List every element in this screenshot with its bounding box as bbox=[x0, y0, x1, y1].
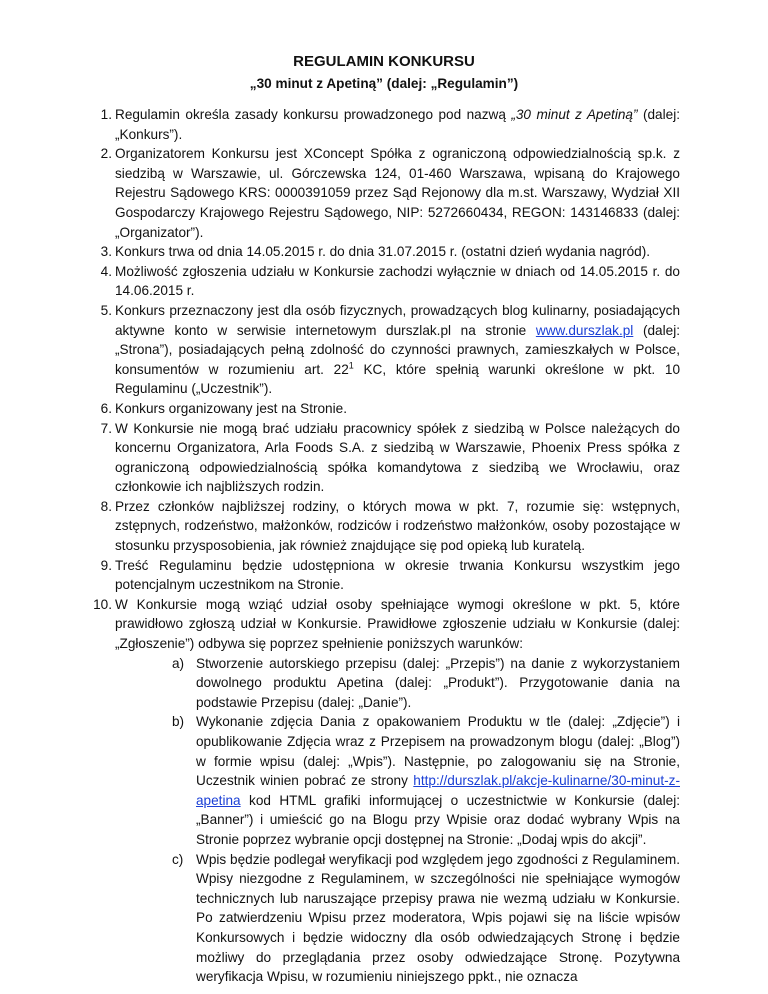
rule-number: 4. bbox=[100, 263, 112, 279]
sub-item-c bbox=[172, 850, 680, 987]
rule-item-7 bbox=[88, 419, 680, 497]
rule-number: 9. bbox=[100, 557, 112, 573]
rule-number: 1. bbox=[100, 107, 112, 122]
sub-item-label: a) bbox=[172, 655, 185, 671]
rule-text: Organizatorem Konkursu jest XConcept Spółka z ograniczoną odpowiedzialnością sp.k. z siedzibą w Warszawie, ul. Górczewska 124, 01-460 Warszawa, wpisaną do Krajowego Rejestru Sądowego KRS: 0000391059 przez Sąd Rejonowy dla m.st. Warszawy, Wydział XII Gospodarczy Krajowego Rejestru Sądowego, NIP: 5272660434, REGON: 143146833 (dalej: „Organizator”). bbox=[115, 146, 680, 240]
rule-item-10 bbox=[88, 595, 680, 987]
sub-item-text: Stworzenie autorskiego przepisu (dalej: „Przepis”) na danie z wykorzystaniem dowolnego produktu Apetina (dalej: „Produkt”). Przygotowanie dania na podstawie Przepisu (dalej: „Danie”). bbox=[196, 655, 680, 710]
rule-text: W Konkursie nie mogą brać udziału pracownicy spółek z siedzibą w Polsce należących do koncernu Organizatora, Arla Foods S.A. z siedzibą w Warszawie, Phoenix Press spółka z ograniczoną odpowiedzialnością spółka komandytowa z siedzibą we Wrocławiu, oraz członkowie ich najbliższych rodzin. bbox=[115, 420, 680, 495]
campaign-link[interactable]: http://durszlak.pl/akcje-kulinarne/30-minut-z-apetina bbox=[196, 773, 680, 808]
rule-item-9 bbox=[88, 556, 680, 595]
rule-item-6 bbox=[88, 399, 680, 419]
rule-text: Konkurs trwa od dnia 14.05.2015 r. do dnia 31.07.2015 r. (ostatni dzień wydania nagród). bbox=[115, 244, 651, 260]
superscript: 1 bbox=[348, 360, 354, 371]
sub-item-b bbox=[172, 712, 680, 849]
rule-number: 10. bbox=[93, 596, 112, 612]
rule-number: 8. bbox=[100, 498, 112, 514]
document-title: REGULAMIN KONKURSU bbox=[293, 53, 475, 70]
rule-number: 3. bbox=[100, 244, 112, 260]
sub-list bbox=[172, 654, 680, 987]
rule-text: Przez członków najbliższej rodziny, o których mowa w pkt. 7, rozumie się: wstępnych, zstępnych, rodzeństwo, małżonków, rodziców i rodzeństwo małżonków, osoby pozostające w stosunku przysposobienia, jak również znajdujące się pod opieką lub kuratelą. bbox=[115, 498, 680, 554]
rules-list bbox=[88, 105, 680, 987]
sub-item-text: Wykonanie zdjęcia Dania z opakowaniem Produktu w tle (dalej: „Zdjęcie”) i opublikowanie Zdjęcia wraz z Przepisem na prowadzonym blogu (dalej: „Blog”) w formie wpisu (dalej: „Wpis”). Następnie, po zalogowaniu się na Stronie, Uczestnik winien pobrać ze strony bbox=[196, 714, 680, 789]
rule-item-8 bbox=[88, 497, 680, 556]
rule-text: Treść Regulaminu będzie udostępniona w okresie trwania Konkursu wszystkim jego potencjalnym uczestnikom na Stronie. bbox=[115, 557, 680, 593]
rule-text: Możliwość zgłoszenia udziału w Konkursie zachodzi wyłącznie w dniach od 14.05.2015 r. do 14.06.2015 r. bbox=[115, 263, 680, 299]
durszlak-link[interactable]: www.durszlak.pl bbox=[535, 322, 634, 338]
rule-text: Konkurs organizowany jest na Stronie. bbox=[115, 400, 347, 416]
rule-text: KC, które spełnią warunki określone w pkt. 10 Regulaminu („Uczestnik”). bbox=[115, 361, 681, 397]
rule-number: 7. bbox=[100, 420, 112, 436]
rule-text: W Konkursie mogą wziąć udział osoby spełniające wymogi określone w pkt. 5, które prawidłowo zgłoszą udział w Konkursie. Prawidłowe zgłoszenie udziału w Konkursie (dalej: „Zgłoszenie”) odbywa się poprzez spełnienie poniższych warunków: bbox=[115, 596, 680, 652]
rule-item-5 bbox=[88, 301, 680, 399]
rule-text: Regulamin określa zasady konkursu prowadzonego pod nazwą bbox=[115, 107, 512, 122]
rule-item-2 bbox=[88, 144, 680, 242]
rule-number: 6. bbox=[100, 400, 112, 416]
rule-item-1 bbox=[88, 105, 680, 144]
sub-item-a bbox=[172, 654, 680, 713]
contest-name-emphasis: „30 minut z Apetiną” bbox=[511, 107, 638, 122]
rule-item-3 bbox=[88, 242, 680, 262]
rule-number: 5. bbox=[100, 302, 112, 318]
sub-item-label: b) bbox=[172, 714, 185, 730]
sub-item-text: kod HTML grafiki informującej o uczestnictwie w Konkursie (dalej: „Banner”) i umieścić go na Blogu przy Wpisie oraz dodać wybrany Wpis na Stronie poprzez wybranie opcji dostępnej na Stronie: „Dodaj wpis do akcji”. bbox=[196, 792, 680, 847]
rule-number: 2. bbox=[100, 146, 112, 162]
sub-item-label: c) bbox=[172, 851, 184, 867]
rule-item-4 bbox=[88, 262, 680, 301]
sub-item-text: Wpis będzie podlegał weryfikacji pod względem jego zgodności z Regulaminem. Wpisy niezgodne z Regulaminem, w szczególności nie spełniające wymogów technicznych lub naruszające przepisy prawa nie wezmą udziału w Konkursie. Po zatwierdzeniu Wpisu przez moderatora, Wpis pojawi się na liście wpisów Konkursowych i będzie widoczny dla osób odwiedzających Stronę i będzie możliwy do przeglądania przez osoby odwiedzające Stronę. Pozytywna weryfikacja Wpisu, w rozumieniu niniejszego ppkt., nie oznacza bbox=[196, 851, 680, 985]
rule-text: (dalej: „Strona”), posiadających pełną zdolność do czynności prawnych, zamieszkałych w Polsce, konsumentów w rozumieniu art. 22 bbox=[115, 322, 680, 377]
document-subtitle: „30 minut z Apetiną” (dalej: „Regulamin”) bbox=[249, 76, 519, 91]
rule-text: (dalej: „Konkurs”). bbox=[115, 107, 680, 142]
rule-text: Konkurs przeznaczony jest dla osób fizycznych, prowadzących blog kulinarny, posiadających aktywne konto w serwisie internetowym durszlak.pl na stronie bbox=[115, 302, 680, 338]
